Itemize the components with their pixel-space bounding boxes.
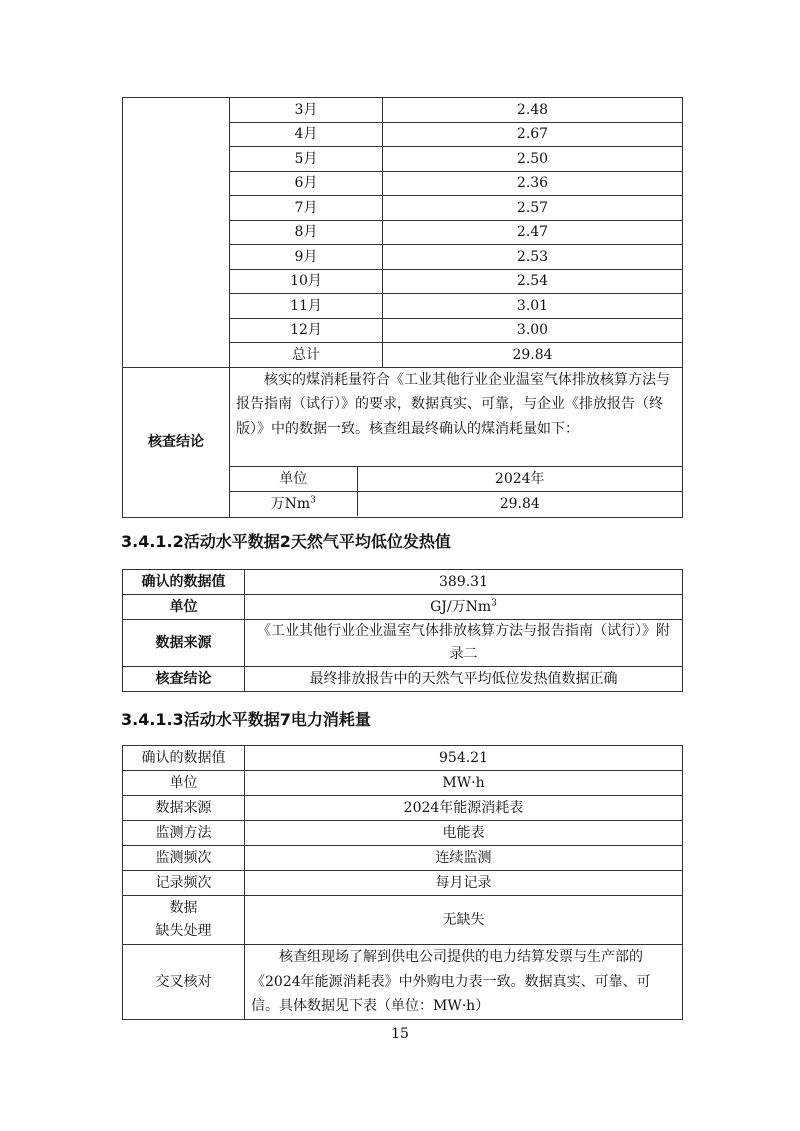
table-row	[123, 771, 683, 796]
month-cell: 3月	[230, 98, 383, 123]
row-value: 每月记录	[245, 871, 683, 896]
month-cell: 10月	[230, 269, 383, 294]
table-row	[123, 595, 683, 620]
page-number: 15	[391, 1026, 409, 1042]
value-cell: 3.00	[383, 318, 683, 343]
value-cell: 2.54	[383, 269, 683, 294]
month-cell: 9月	[230, 245, 383, 270]
value-cell: 2.50	[383, 147, 683, 172]
row-value: 《工业其他行业企业温室气体排放核算方法与报告指南（试行）》附录二	[245, 620, 683, 667]
unit-superscript: 3	[310, 494, 316, 505]
table-row	[123, 871, 683, 896]
month-cell: 7月	[230, 196, 383, 221]
month-cell: 4月	[230, 122, 383, 147]
total-value-cell: 29.84	[383, 343, 683, 368]
table-row	[123, 796, 683, 821]
conclusion-text: 核实的煤消耗量符合《工业其他行业企业温室气体排放核算方法与报告指南（试行）》的要求，数据真实、可靠，与企业《排放报告（终版）》中的数据一致。核查组最终确认的煤消耗量如下：	[236, 371, 670, 437]
row-label: 数据来源	[123, 796, 245, 821]
table-row	[123, 667, 683, 692]
value-cell: 2.47	[383, 220, 683, 245]
gas-heat-value-table	[122, 569, 683, 692]
row-value	[245, 595, 683, 620]
row-label: 确认的数据值	[123, 570, 245, 595]
row-value: MW·h	[245, 771, 683, 796]
missing-label-line-1: 数据	[169, 900, 198, 916]
row-label: 监测方法	[123, 821, 245, 846]
row-label: 监测频次	[123, 846, 245, 871]
table-row	[123, 570, 683, 595]
row-label: 记录频次	[123, 871, 245, 896]
cross-check-paragraph	[245, 945, 682, 1019]
table-row	[123, 620, 683, 667]
row-value: 2024年能源消耗表	[245, 796, 683, 821]
value-cell: 2.57	[383, 196, 683, 221]
conclusion-label: 核查结论	[123, 367, 230, 517]
row-value: 954.21	[245, 746, 683, 771]
month-cell: 6月	[230, 171, 383, 196]
table-row	[230, 491, 682, 516]
row-label: 核查结论	[123, 667, 245, 692]
row-value: 电能表	[245, 821, 683, 846]
row-label: 数据来源	[123, 620, 245, 667]
blank-label-cell	[123, 98, 230, 368]
value-cell: 2.36	[383, 171, 683, 196]
table-row	[123, 896, 683, 945]
row-label	[123, 896, 245, 945]
value-cell: 2.53	[383, 245, 683, 270]
missing-label-line-2: 缺失处理	[155, 923, 212, 939]
confirmed-value-table	[230, 466, 682, 516]
conclusion-cell	[230, 367, 683, 517]
value-cell: 2.67	[383, 122, 683, 147]
row-value: 连续监测	[245, 846, 683, 871]
unit-superscript: 3	[491, 598, 497, 609]
conclusion-row	[123, 367, 683, 517]
row-label: 单位	[123, 595, 245, 620]
row-label: 单位	[123, 771, 245, 796]
monthly-consumption-table	[122, 97, 683, 518]
table-row	[123, 746, 683, 771]
cross-check-text: 核查组现场了解到供电公司提供的电力结算发票与生产部的《2024年能源消耗表》中外购电力表一致。数据真实、可靠、可信。具体数据见下表（单位：MW·h）	[251, 949, 651, 1015]
row-label: 交叉核对	[123, 945, 245, 1020]
row-value: 389.31	[245, 570, 683, 595]
row-value: 最终排放报告中的天然气平均低位发热值数据正确	[245, 667, 683, 692]
row-label: 确认的数据值	[123, 746, 245, 771]
cross-check-cell	[245, 945, 683, 1020]
value-cell: 2.48	[383, 98, 683, 123]
value-cell: 3.01	[383, 294, 683, 319]
unit-text: GJ/万Nm	[430, 599, 492, 615]
electricity-table	[122, 745, 683, 1020]
month-cell: 5月	[230, 147, 383, 172]
unit-text: 万Nm	[270, 495, 311, 512]
table-row	[123, 945, 683, 1020]
month-cell: 12月	[230, 318, 383, 343]
total-label-cell: 总计	[230, 343, 383, 368]
row-value: 无缺失	[245, 896, 683, 945]
year-header: 2024年	[357, 466, 682, 491]
table-row	[123, 846, 683, 871]
table-row	[230, 466, 682, 491]
confirmed-value: 29.84	[357, 491, 682, 516]
month-cell: 8月	[230, 220, 383, 245]
table-row	[123, 821, 683, 846]
unit-value	[230, 491, 357, 516]
month-cell: 11月	[230, 294, 383, 319]
unit-header: 单位	[230, 466, 357, 491]
section-heading-3-4-1-3: 3.4.1.3活动水平数据7电力消耗量	[121, 710, 371, 729]
table-row	[123, 98, 683, 123]
conclusion-paragraph	[230, 368, 682, 466]
section-heading-3-4-1-2: 3.4.1.2活动水平数据2天然气平均低位发热值	[121, 532, 451, 551]
